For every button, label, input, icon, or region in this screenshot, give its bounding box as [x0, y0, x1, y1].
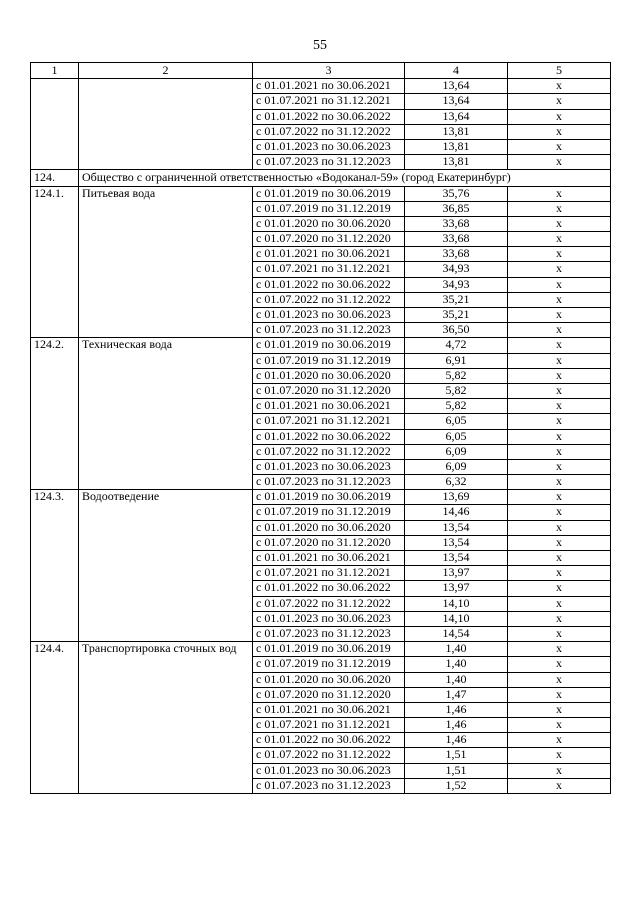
period-cell: с 01.01.2019 по 30.06.2019	[253, 338, 405, 353]
period-cell: с 01.07.2021 по 31.12.2021	[253, 262, 405, 277]
mark-cell: x	[508, 109, 611, 124]
value-cell: 5,82	[405, 383, 508, 398]
value-cell: 13,64	[405, 109, 508, 124]
period-cell: с 01.07.2020 по 31.12.2020	[253, 383, 405, 398]
period-cell: с 01.07.2020 по 31.12.2020	[253, 687, 405, 702]
value-cell: 6,09	[405, 459, 508, 474]
value-cell: 5,82	[405, 399, 508, 414]
period-cell: с 01.07.2019 по 31.12.2019	[253, 353, 405, 368]
period-cell: с 01.01.2021 по 30.06.2021	[253, 79, 405, 94]
mark-cell: x	[508, 718, 611, 733]
header-row	[31, 63, 611, 79]
mark-cell: x	[508, 642, 611, 657]
value-cell: 13,54	[405, 520, 508, 535]
period-cell: с 01.07.2019 по 31.12.2019	[253, 657, 405, 672]
value-cell: 13,64	[405, 79, 508, 94]
period-cell: с 01.07.2021 по 31.12.2021	[253, 94, 405, 109]
mark-cell: x	[508, 505, 611, 520]
period-cell: с 01.07.2022 по 31.12.2022	[253, 748, 405, 763]
period-cell: с 01.01.2019 по 30.06.2019	[253, 490, 405, 505]
value-cell: 1,51	[405, 763, 508, 778]
period-cell: с 01.07.2023 по 31.12.2023	[253, 626, 405, 641]
value-cell: 13,69	[405, 490, 508, 505]
value-cell: 6,32	[405, 475, 508, 490]
mark-cell: x	[508, 247, 611, 262]
mark-cell: x	[508, 155, 611, 170]
mark-cell: x	[508, 232, 611, 247]
mark-cell: x	[508, 186, 611, 201]
tariff-table	[30, 62, 611, 794]
period-cell: с 01.01.2021 по 30.06.2021	[253, 702, 405, 717]
value-cell: 35,21	[405, 308, 508, 323]
value-cell: 36,85	[405, 201, 508, 216]
table-row	[31, 490, 611, 505]
value-cell: 14,10	[405, 611, 508, 626]
period-cell: с 01.07.2023 по 31.12.2023	[253, 155, 405, 170]
org-number: 124.	[31, 170, 79, 186]
group-number: 124.4.	[31, 642, 79, 794]
value-cell: 1,46	[405, 733, 508, 748]
name-cell	[79, 79, 253, 170]
period-cell: с 01.07.2021 по 31.12.2021	[253, 566, 405, 581]
period-cell: с 01.07.2021 по 31.12.2021	[253, 414, 405, 429]
value-cell: 1,40	[405, 672, 508, 687]
value-cell: 1,52	[405, 778, 508, 793]
period-cell: с 01.07.2019 по 31.12.2019	[253, 505, 405, 520]
mark-cell: x	[508, 216, 611, 231]
period-cell: с 01.01.2020 по 30.06.2020	[253, 216, 405, 231]
period-cell: с 01.01.2022 по 30.06.2022	[253, 109, 405, 124]
period-cell: с 01.01.2023 по 30.06.2023	[253, 308, 405, 323]
mark-cell: x	[508, 596, 611, 611]
mark-cell: x	[508, 201, 611, 216]
value-cell: 1,51	[405, 748, 508, 763]
period-cell: с 01.07.2023 по 31.12.2023	[253, 323, 405, 338]
value-cell: 36,50	[405, 323, 508, 338]
period-cell: с 01.01.2020 по 30.06.2020	[253, 368, 405, 383]
value-cell: 6,09	[405, 444, 508, 459]
mark-cell: x	[508, 778, 611, 793]
period-cell: с 01.01.2022 по 30.06.2022	[253, 429, 405, 444]
value-cell: 4,72	[405, 338, 508, 353]
value-cell: 1,46	[405, 702, 508, 717]
period-cell: с 01.07.2022 по 31.12.2022	[253, 444, 405, 459]
mark-cell: x	[508, 733, 611, 748]
mark-cell: x	[508, 566, 611, 581]
value-cell: 13,54	[405, 551, 508, 566]
value-cell: 13,81	[405, 124, 508, 139]
organization-row	[31, 170, 611, 186]
value-cell: 13,64	[405, 94, 508, 109]
value-cell: 35,76	[405, 186, 508, 201]
period-cell: с 01.01.2023 по 30.06.2023	[253, 611, 405, 626]
period-cell: с 01.01.2023 по 30.06.2023	[253, 763, 405, 778]
org-name: Общество с ограниченной ответственностью «Водоканал-59» (город Екатеринбург)	[79, 170, 611, 186]
mark-cell: x	[508, 383, 611, 398]
value-cell: 33,68	[405, 216, 508, 231]
value-cell: 13,81	[405, 139, 508, 154]
mark-cell: x	[508, 79, 611, 94]
mark-cell: x	[508, 139, 611, 154]
mark-cell: x	[508, 626, 611, 641]
table-row	[31, 642, 611, 657]
mark-cell: x	[508, 308, 611, 323]
value-cell: 34,93	[405, 277, 508, 292]
value-cell: 1,46	[405, 718, 508, 733]
mark-cell: x	[508, 399, 611, 414]
value-cell: 1,40	[405, 657, 508, 672]
mark-cell: x	[508, 262, 611, 277]
period-cell: с 01.01.2022 по 30.06.2022	[253, 277, 405, 292]
value-cell: 35,21	[405, 292, 508, 307]
mark-cell: x	[508, 323, 611, 338]
mark-cell: x	[508, 702, 611, 717]
period-cell: с 01.07.2020 по 31.12.2020	[253, 535, 405, 550]
period-cell: с 01.01.2022 по 30.06.2022	[253, 581, 405, 596]
mark-cell: x	[508, 475, 611, 490]
mark-cell: x	[508, 657, 611, 672]
mark-cell: x	[508, 124, 611, 139]
group-number: 124.1.	[31, 186, 79, 338]
period-cell: с 01.01.2020 по 30.06.2020	[253, 672, 405, 687]
value-cell: 5,82	[405, 368, 508, 383]
value-cell: 6,05	[405, 429, 508, 444]
value-cell: 1,40	[405, 642, 508, 657]
mark-cell: x	[508, 490, 611, 505]
period-cell: с 01.01.2023 по 30.06.2023	[253, 459, 405, 474]
period-cell: с 01.07.2022 по 31.12.2022	[253, 292, 405, 307]
table-row	[31, 338, 611, 353]
value-cell: 14,46	[405, 505, 508, 520]
header-cell: 4	[405, 63, 508, 79]
group-name: Водоотведение	[79, 490, 253, 642]
value-cell: 13,54	[405, 535, 508, 550]
period-cell: с 01.07.2020 по 31.12.2020	[253, 232, 405, 247]
mark-cell: x	[508, 414, 611, 429]
period-cell: с 01.01.2019 по 30.06.2019	[253, 642, 405, 657]
value-cell: 6,91	[405, 353, 508, 368]
period-cell: с 01.07.2021 по 31.12.2021	[253, 718, 405, 733]
value-cell: 1,47	[405, 687, 508, 702]
group-name: Транспортировка сточных вод	[79, 642, 253, 794]
mark-cell: x	[508, 94, 611, 109]
number-cell	[31, 79, 79, 170]
group-name: Техническая вода	[79, 338, 253, 490]
value-cell: 14,54	[405, 626, 508, 641]
header-cell: 2	[79, 63, 253, 79]
mark-cell: x	[508, 353, 611, 368]
header-cell: 1	[31, 63, 79, 79]
value-cell: 13,97	[405, 566, 508, 581]
mark-cell: x	[508, 763, 611, 778]
table-row	[31, 79, 611, 94]
value-cell: 14,10	[405, 596, 508, 611]
period-cell: с 01.01.2022 по 30.06.2022	[253, 733, 405, 748]
mark-cell: x	[508, 459, 611, 474]
period-cell: с 01.01.2023 по 30.06.2023	[253, 139, 405, 154]
mark-cell: x	[508, 748, 611, 763]
mark-cell: x	[508, 535, 611, 550]
header-cell: 5	[508, 63, 611, 79]
period-cell: с 01.01.2019 по 30.06.2019	[253, 186, 405, 201]
period-cell: с 01.07.2023 по 31.12.2023	[253, 778, 405, 793]
mark-cell: x	[508, 551, 611, 566]
value-cell: 13,97	[405, 581, 508, 596]
mark-cell: x	[508, 429, 611, 444]
value-cell: 33,68	[405, 247, 508, 262]
value-cell: 34,93	[405, 262, 508, 277]
period-cell: с 01.07.2019 по 31.12.2019	[253, 201, 405, 216]
period-cell: с 01.01.2021 по 30.06.2021	[253, 247, 405, 262]
mark-cell: x	[508, 292, 611, 307]
mark-cell: x	[508, 520, 611, 535]
group-number: 124.2.	[31, 338, 79, 490]
period-cell: с 01.07.2023 по 31.12.2023	[253, 475, 405, 490]
value-cell: 13,81	[405, 155, 508, 170]
mark-cell: x	[508, 368, 611, 383]
mark-cell: x	[508, 277, 611, 292]
table-body	[31, 79, 611, 794]
period-cell: с 01.01.2021 по 30.06.2021	[253, 399, 405, 414]
mark-cell: x	[508, 444, 611, 459]
period-cell: с 01.01.2020 по 30.06.2020	[253, 520, 405, 535]
period-cell: с 01.01.2021 по 30.06.2021	[253, 551, 405, 566]
mark-cell: x	[508, 687, 611, 702]
value-cell: 33,68	[405, 232, 508, 247]
table-row	[31, 186, 611, 201]
period-cell: с 01.07.2022 по 31.12.2022	[253, 124, 405, 139]
page-number: 55	[313, 38, 327, 53]
group-name: Питьевая вода	[79, 186, 253, 338]
mark-cell: x	[508, 611, 611, 626]
period-cell: с 01.07.2022 по 31.12.2022	[253, 596, 405, 611]
header-cell: 3	[253, 63, 405, 79]
mark-cell: x	[508, 338, 611, 353]
value-cell: 6,05	[405, 414, 508, 429]
mark-cell: x	[508, 581, 611, 596]
mark-cell: x	[508, 672, 611, 687]
group-number: 124.3.	[31, 490, 79, 642]
